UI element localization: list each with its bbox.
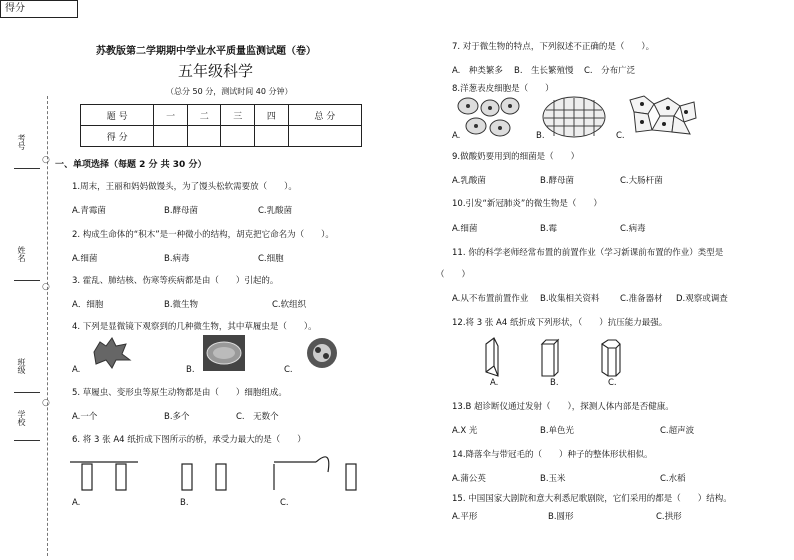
option[interactable]: B. [536, 131, 545, 141]
question-9: 9.做酸奶要用到的细菌是（ ） [452, 152, 580, 162]
side-label-class: 班级 [17, 358, 26, 374]
option[interactable]: B.玉米 [540, 474, 566, 484]
square-prism [542, 340, 558, 376]
question-11: 11. 你的科学老师经常布置的前置作业（学习新课前布置的作业）类型是 [452, 248, 724, 258]
score-input-cell[interactable] [187, 126, 221, 147]
option[interactable]: B. [550, 378, 559, 388]
option[interactable]: D.观察或调查 [676, 294, 728, 304]
question-11-answer: （ ） [436, 270, 471, 280]
arch-bridge [274, 457, 356, 490]
onion-epidermis-image [542, 96, 606, 138]
flat-bridge [70, 462, 138, 490]
question-6: 6. 将 3 张 A4 纸折成下图所示的桥，承受力最大的是（ ） [72, 435, 306, 445]
question-4: 4. 下列是显微镜下观察到的几种微生物，其中草履虫是（ ）。 [72, 322, 317, 332]
option[interactable]: A.平形 [452, 512, 478, 522]
option[interactable]: A. [72, 365, 81, 375]
score-header-cell: 二 [187, 105, 221, 126]
option[interactable]: C. [608, 378, 617, 388]
score-header-cell: 四 [255, 105, 289, 126]
question-15: 15. 中国国家大剧院和意大利悉尼歌剧院，它们采用的都是（ ）结构。 [452, 494, 732, 504]
score-row-label: 得 分 [81, 126, 154, 147]
option[interactable]: A.从不布置前置作业 [452, 294, 529, 304]
side-label-school: 学校 [17, 410, 26, 426]
option[interactable]: C.乳酸菌 [258, 206, 293, 216]
paper-bridge-diagrams [70, 452, 360, 496]
side-label-exam-number: 考号 [17, 134, 26, 150]
cheek-cells-image [456, 96, 522, 140]
question-5: 5. 草履虫、变形虫等原生动物都是由（ ）细胞组成。 [72, 388, 287, 398]
option[interactable]: A. [72, 498, 81, 508]
section-heading: 一、单项选择（每题 2 分 共 30 分） [55, 160, 207, 170]
amoeba-image [86, 334, 136, 370]
hexagonal-prism [602, 340, 620, 376]
option[interactable]: C.病毒 [620, 224, 646, 234]
option[interactable]: B. [186, 365, 195, 375]
option[interactable]: B. [180, 498, 189, 508]
binding-ring: ○ [42, 282, 50, 292]
option[interactable]: B. 生长繁殖慢 [514, 66, 574, 76]
score-header-cell: 题 号 [81, 105, 154, 126]
option[interactable]: A.乳酸菌 [452, 176, 486, 186]
option[interactable]: C.拱形 [656, 512, 682, 522]
option[interactable]: A.细菌 [72, 254, 98, 264]
option[interactable]: B.酵母菌 [164, 206, 199, 216]
score-input-cell[interactable] [288, 126, 361, 147]
question-14: 14.降落伞与带冠毛的（ ）种子的整体形状相似。 [452, 450, 653, 460]
leaf-cells-image [628, 94, 698, 136]
option[interactable]: A.一个 [72, 412, 98, 422]
option[interactable]: A.青霉菌 [72, 206, 106, 216]
bacteria-image [302, 336, 342, 370]
score-table [80, 104, 362, 147]
option[interactable]: C. [616, 131, 625, 141]
option[interactable]: C.细胞 [258, 254, 284, 264]
option[interactable]: A.蒲公英 [452, 474, 486, 484]
question-2: 2. 构成生命体的“积木”是一种微小的结构，胡克把它命名为（ ）。 [72, 230, 334, 240]
option[interactable]: C.超声波 [660, 426, 695, 436]
option[interactable]: C. 分布广泛 [584, 66, 636, 76]
question-7: 7. 对于微生物的特点，下列叙述不正确的是（ ）。 [452, 42, 655, 52]
question-8: 8.洋葱表皮细胞是（ ） [452, 84, 554, 94]
option[interactable]: C. 无数个 [236, 412, 279, 422]
fill-line [14, 440, 40, 441]
fill-line [14, 280, 40, 281]
binding-ring: ○ [42, 155, 50, 165]
option[interactable]: A.细菌 [452, 224, 478, 234]
option[interactable]: C. [280, 498, 289, 508]
paper-column-shapes [480, 336, 630, 378]
option[interactable]: B.酵母菌 [540, 176, 575, 186]
exam-title: 苏教版第二学期期中学业水平质量监测试题（卷） [96, 46, 316, 57]
option[interactable]: B.圆形 [548, 512, 574, 522]
paramecium-image [202, 334, 246, 372]
option[interactable]: A. [490, 378, 499, 388]
score-header-cell: 一 [154, 105, 188, 126]
option[interactable]: B.单色光 [540, 426, 575, 436]
exam-note: （总分 50 分，测试时间 40 分钟） [166, 87, 293, 96]
binding-line [47, 96, 48, 556]
question-3: 3. 霍乱、肺结核、伤寒等疾病都是由（ ）引起的。 [72, 276, 279, 286]
question-12: 12.将 3 张 A4 纸折成下列形状，（ ）抗压能力最强。 [452, 318, 668, 328]
option[interactable]: A．细胞 [72, 300, 104, 310]
option[interactable]: A. [452, 131, 461, 141]
option[interactable]: A.X 光 [452, 426, 478, 436]
option[interactable]: C.软组织 [272, 300, 307, 310]
option[interactable]: A. 种类繁多 [452, 66, 503, 76]
score-header-cell: 三 [221, 105, 255, 126]
option[interactable]: C.大肠杆菌 [620, 176, 663, 186]
score-input-cell[interactable] [255, 126, 289, 147]
side-label-name: 姓名 [17, 246, 26, 262]
subject-title: 五年级科学 [178, 62, 254, 80]
score-box: 得分 [0, 0, 78, 18]
option[interactable]: B.霉 [540, 224, 558, 234]
score-input-cell[interactable] [154, 126, 188, 147]
triangular-prism [486, 338, 498, 376]
option[interactable]: B.多个 [164, 412, 190, 422]
score-input-cell[interactable] [221, 126, 255, 147]
option[interactable]: C.水稻 [660, 474, 686, 484]
question-13: 13.B 超诊断仪通过发射（ ），探测人体内部是否健康。 [452, 402, 674, 412]
question-10: 10.引发“新冠肺炎”的微生物是（ ） [452, 199, 602, 209]
option[interactable]: B.微生物 [164, 300, 199, 310]
binding-ring: ○ [42, 398, 50, 408]
fill-line [14, 392, 40, 393]
option[interactable]: B.病毒 [164, 254, 190, 264]
score-header-cell: 总 分 [288, 105, 361, 126]
box-bridge [182, 464, 226, 490]
option[interactable]: B.收集相关资料 [540, 294, 600, 304]
option[interactable]: C.准备器材 [620, 294, 663, 304]
question-1: 1.周末，王丽和妈妈做馒头，为了馒头松软需要放（ ）。 [72, 182, 297, 192]
fill-line [14, 168, 40, 169]
option[interactable]: C. [284, 365, 293, 375]
